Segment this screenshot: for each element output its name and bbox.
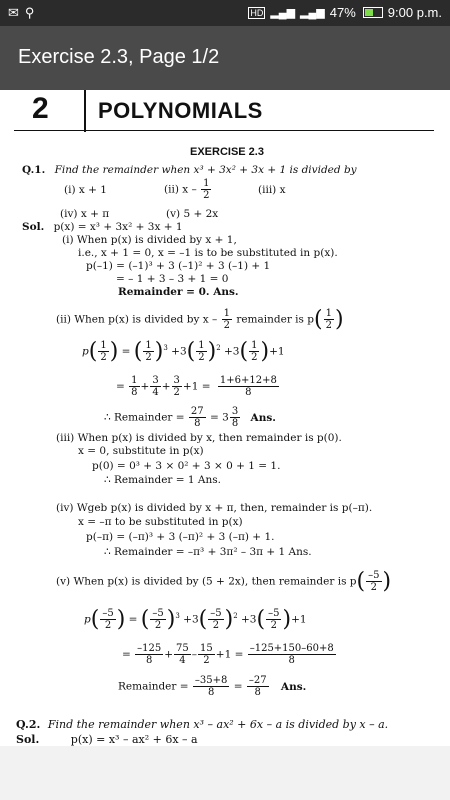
sol-ii-1b: remainder is p <box>236 313 314 326</box>
frac-den: 2 <box>251 352 258 363</box>
sol-ii-eq1: p( $\frac{1}{2}$ ) = ( $\frac{1}{2}$ )$^3$ +3( $\frac{1}{2}$ )$^2$ +3( $\frac{1}{2}$ )+1 <box>82 339 285 364</box>
sol-iii-3: p(0) = 0³ + 3 × 0² + 3 × 0 + 1 = 1. <box>92 460 281 472</box>
sol-i-4: = – 1 + 3 – 3 + 1 = 0 <box>116 273 229 285</box>
frac-den: 8 <box>254 687 261 698</box>
sol-i-2: i.e., x + 1 = 0, x = –1 is to be substituted in p(x). <box>78 247 338 259</box>
frac-num: 27 <box>190 406 204 417</box>
q1-line <box>22 164 357 177</box>
frac-den: 2 <box>203 190 210 201</box>
q1-label: Q.1. <box>22 164 46 176</box>
sol-ii-eq2: = $\frac{1}{8}$ + $\frac{3}{4}$ + $\frac{3}{2}$ +1 = $\frac{1+6+12+8}{8}$ <box>116 375 277 398</box>
rem-label: ∴ Remainder = <box>104 411 185 424</box>
frac-num: –27 <box>248 675 267 686</box>
sol-ii-1 <box>56 308 344 331</box>
eq-tail: +1 <box>269 345 285 358</box>
q1-opt-ii <box>164 178 212 201</box>
ans-label: Ans. <box>280 680 307 693</box>
sol-i-3: p(–1) = (–1)³ + 3 (–1)² + 3 (–1) + 1 <box>86 260 271 272</box>
exercise-title: EXERCISE 2.3 <box>190 146 264 158</box>
chapter-number: 2 <box>32 92 49 125</box>
sol-v-rem: Remainder = $\frac{-35+8}{8}$ = $\frac{-27}{8}$ Ans. <box>118 675 307 698</box>
sol-iv-2: x = –π to be substituted in p(x) <box>78 516 243 528</box>
frac-num: –5 <box>102 608 114 619</box>
sol-poly: p(x) = x³ + 3x² + 3x + 1 <box>53 221 183 233</box>
eq-tail: +1 = <box>182 380 211 393</box>
chapter-header <box>14 90 434 132</box>
sol-ii-frac2 <box>324 308 334 331</box>
frac-num: 1 <box>100 340 107 351</box>
frac-num: –35+8 <box>194 675 228 686</box>
sol-v-eq2: = $\frac{-125}{8}$ + $\frac{75}{4}$ – $\frac{15}{2}$ +1 = $\frac{-125+150-60+8}{8}$ <box>122 643 334 666</box>
frac-den: 2 <box>223 320 230 331</box>
chapter-title: POLYNOMIALS <box>98 98 263 123</box>
frac-num: –5 <box>152 608 164 619</box>
rem-whole: = 3 <box>210 411 229 424</box>
frac-num: 1 <box>131 375 138 386</box>
chapter-divider <box>84 90 86 132</box>
sol-ii-rem <box>104 406 276 429</box>
frac-den: 2 <box>325 320 332 331</box>
q2-sol-label: Sol. <box>16 733 40 746</box>
frac-den: 8 <box>194 418 201 429</box>
signal-icon: ▂▄▆ <box>270 7 296 19</box>
frac-den: 4 <box>152 387 159 398</box>
frac-num: –5 <box>368 570 380 581</box>
frac-den: 2 <box>145 352 152 363</box>
status-bar <box>0 0 450 26</box>
q2-sol-line <box>16 733 198 746</box>
sol-v-1: (v) When p(x) is divided by (5 + 2x), then remainder is p( $\frac{-5}{2}$ ) <box>56 569 392 594</box>
frac-den: 2 <box>270 620 277 631</box>
sol-ii-1a: (ii) When p(x) is divided by x – <box>56 313 218 326</box>
frac-num: 3 <box>231 406 239 417</box>
hd-icon: HD <box>250 7 264 18</box>
q1-opt-iii: (iii) x <box>258 184 286 196</box>
sol-iii-2: x = 0, substitute in p(x) <box>78 445 204 457</box>
sol-iii-4: ∴ Remainder = 1 Ans. <box>104 474 221 486</box>
frac-num: 1 <box>198 340 205 351</box>
q1-text: Find the remainder when x³ + 3x² + 3x + 1 is divided by <box>54 164 357 176</box>
header-rule <box>14 130 434 131</box>
sol-line <box>22 221 183 234</box>
frac-num: 15 <box>200 643 213 654</box>
frac-den: 4 <box>179 655 186 666</box>
frac-num: 1 <box>145 340 152 351</box>
frac-num: 1 <box>251 340 258 351</box>
frac-num: 75 <box>176 643 189 654</box>
frac-den: 2 <box>370 582 378 593</box>
paren: ) <box>334 307 344 332</box>
frac-num: 1 <box>223 308 230 319</box>
frac-num: 3 <box>173 375 180 386</box>
rem-label: Remainder = <box>118 680 189 693</box>
signal-icon-2: ▂▄▆ <box>300 7 325 19</box>
frac-den: 8 <box>245 387 252 398</box>
battery-icon <box>363 7 383 18</box>
bottom-area <box>0 746 450 800</box>
sol-label: Sol. <box>22 221 45 233</box>
q2-sol-text: p(x) = x³ – ax² + 6x – a <box>70 733 198 746</box>
q1-opt-ii-frac <box>201 178 211 201</box>
frac-num: 1 <box>203 178 210 189</box>
battery-percent: 47% <box>329 5 356 20</box>
page-title: Exercise 2.3, Page 1/2 <box>18 46 220 68</box>
frac-den: 2 <box>154 620 162 631</box>
sol-ii-frac <box>222 308 232 331</box>
email-icon: ✉ <box>8 5 19 20</box>
frac-den: 2 <box>198 352 205 363</box>
frac-den: 8 <box>131 387 138 398</box>
frac-den: 8 <box>207 687 215 698</box>
q2-label: Q.2. <box>16 718 41 731</box>
sol-iv-3: p(–π) = (–π)³ + 3 (–π)² + 3 (–π) + 1. <box>86 531 275 543</box>
frac-num: –5 <box>268 608 280 619</box>
sol-iv-1: (iv) Wgeb p(x) is divided by x + π, then, remainder is p(–π). <box>56 502 373 514</box>
frac-den: 2 <box>100 352 107 363</box>
q2-line <box>16 718 388 731</box>
sol-iii-1: (iii) When p(x) is divided by x, then remainder is p(0). <box>56 432 342 444</box>
q1-opt-i: (i) x + 1 <box>64 184 107 196</box>
frac-den: 2 <box>173 387 180 398</box>
frac-den: 2 <box>212 620 220 631</box>
sol-i-1: (i) When p(x) is divided by x + 1, <box>62 234 237 246</box>
sol-i-5: Remainder = 0. Ans. <box>118 286 239 298</box>
app-bar <box>0 26 450 90</box>
q1-opt-iv: (iv) x + π <box>60 208 110 220</box>
frac-num: 1 <box>325 308 332 319</box>
q1-opt-v: (v) 5 + 2x <box>166 208 219 220</box>
q1-opt-ii-prefix: (ii) x – <box>164 183 197 196</box>
textbook-page[interactable] <box>0 90 450 746</box>
q2-text: Find the remainder when x³ – ax² + 6x – a is divided by x – a. <box>47 718 389 731</box>
frac-num: –125 <box>137 643 162 654</box>
frac-num: –125+150–60+8 <box>249 643 334 654</box>
sol-v-eq1: p( $\frac{-5}{2}$ ) = ( $\frac{-5}{2}$ )$^3$ +3( $\frac{-5}{2}$ )$^2$ +3( $\frac{-5}{2}$ )+1 <box>84 607 307 632</box>
clock: 9:00 p.m. <box>387 5 442 20</box>
frac-num: 3 <box>152 375 159 386</box>
frac-den: 2 <box>203 655 210 666</box>
ans-label: Ans. <box>250 411 276 424</box>
frac-num: –5 <box>210 608 222 619</box>
frac-den: 2 <box>104 620 112 631</box>
sol-iv-4: ∴ Remainder = –π³ + 3π² – 3π + 1 Ans. <box>104 546 312 558</box>
frac-den: 8 <box>288 655 295 666</box>
frac-num: 1+6+12+8 <box>219 375 277 386</box>
usb-icon: ⚲ <box>24 5 35 20</box>
sol-v-1-text: (v) When p(x) is divided by (5 + 2x), then remainder is p <box>56 575 357 588</box>
frac-den: 8 <box>146 655 153 666</box>
frac-den: 8 <box>231 418 239 429</box>
paren: ( <box>313 307 323 332</box>
